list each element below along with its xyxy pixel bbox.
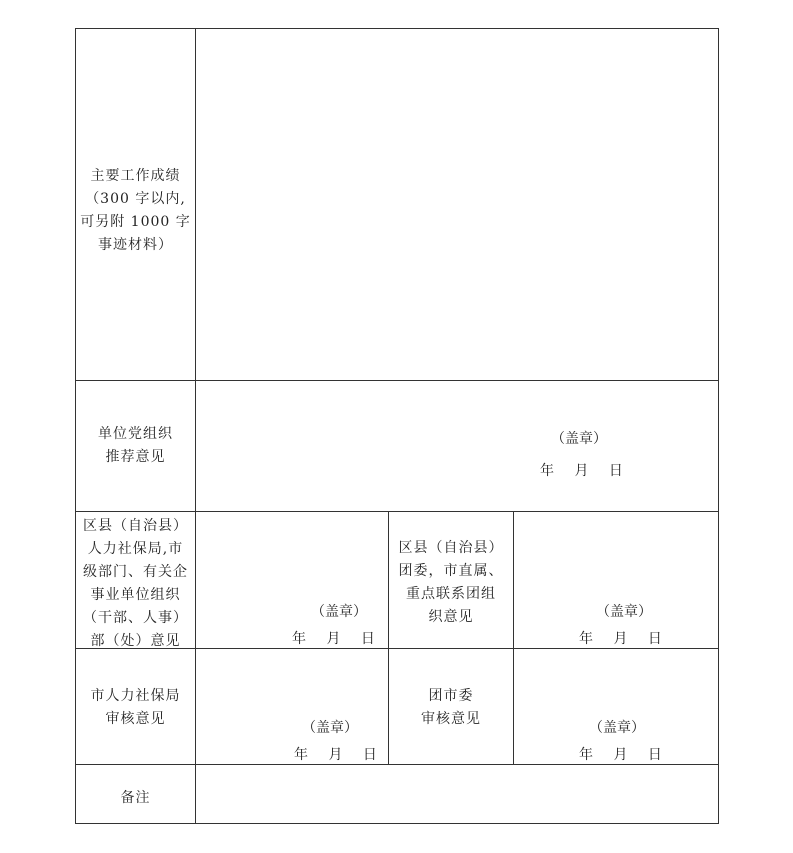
- city-youth-league-review-date: 年 月 日: [579, 747, 662, 763]
- remarks-label: 备注: [120, 790, 151, 806]
- city-youth-league-review-seal: （盖章）: [589, 720, 645, 736]
- party-recommendation-content-area[interactable]: [196, 381, 718, 511]
- city-hr-review-label: 市人力社保局 审核意见: [90, 688, 181, 727]
- party-recommendation-date: 年 月 日: [540, 463, 623, 479]
- district-youth-league-seal: （盖章）: [596, 604, 652, 620]
- district-hr-label: 区县（自治县） 人力社保局,市 级部门、有关企 事业单位组织 （干部、人事） 部（处）意见: [83, 518, 188, 649]
- recommendation-form: [75, 28, 719, 824]
- district-hr-date: 年 月 日: [292, 631, 375, 647]
- achievements-label: 主要工作成绩 （300 字以内, 可另附 1000 字 事迹材料）: [80, 168, 191, 253]
- party-recommendation-seal: （盖章）: [551, 431, 607, 447]
- district-youth-league-label: 区县（自治县） 团委，市直属、 重点联系团组 织意见: [398, 540, 504, 625]
- city-hr-review-date: 年 月 日: [294, 747, 377, 763]
- achievements-content-area[interactable]: [196, 29, 718, 380]
- city-youth-league-review-label: 团市委 审核意见: [421, 688, 481, 727]
- party-recommendation-label: 单位党组织 推荐意见: [98, 426, 173, 465]
- city-hr-review-seal: （盖章）: [302, 720, 358, 736]
- district-hr-seal: （盖章）: [311, 604, 367, 620]
- district-youth-league-date: 年 月 日: [579, 631, 662, 647]
- remarks-content-area[interactable]: [196, 765, 718, 823]
